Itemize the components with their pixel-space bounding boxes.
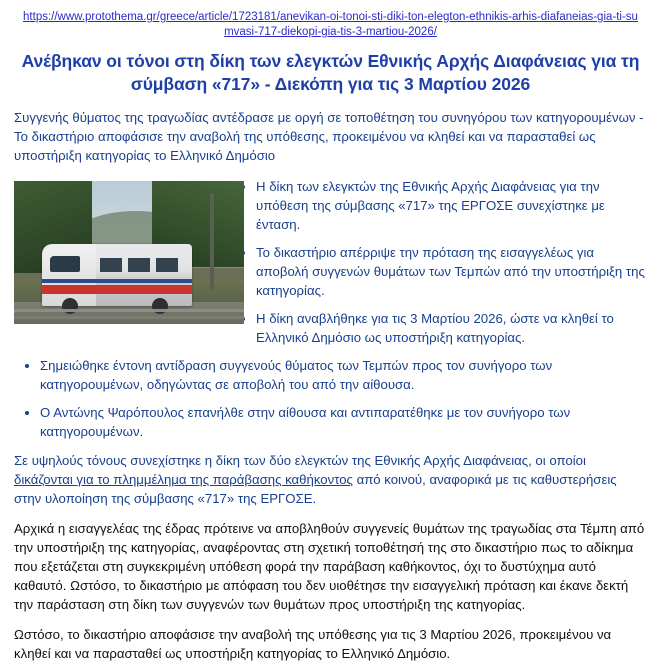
media-and-bullets <box>14 177 647 451</box>
image-train-red-stripe <box>42 285 192 294</box>
list-item: • Η δίκη των ελεγκτών της Εθνικής Αρχής Διαφάνειας για την υπόθεση της σύμβασης «717» της ΕΡΓΟΣΕ συνεχίστηκε με ένταση. <box>40 177 647 234</box>
image-rail <box>14 309 244 312</box>
list-item: • Σημειώθηκε έντονη αντίδραση συγγενούς θύματος των Τεμπών προς τον συνήγορο των κατηγορουμένων, οδηγώντας σε αποβολή του από την αίθουσα. <box>40 356 647 394</box>
source-url-link[interactable]: https://www.protothema.gr/greece/article/1723181/anevikan-oi-tonoi-sti-diki-ton-elegton-ethnikis-arhis-diafaneias-gia-ti-sumvasi-717-diekopi-gia-tis-3-martiou-2026/ <box>23 11 638 38</box>
body-paragraph: Αρχικά η εισαγγελέας της έδρας πρότεινε να αποβληθούν συγγενείς θυμάτων της τραγωδίας στα Τέμπη από την υποστήριξη της κατηγορίας, αναφέροντας στη σχετική τοποθέτησή της στο δικαστήριο πως το αδίκημα που εξετάζεται στη συγκεκριμένη υπόθεση φορά την παράβαση καθήκοντος, όχι το δυστύχημα αυτό καθαυτό. Ωστόσο, το δικαστήριο με απόφαση του δεν υιοθέτησε την εισαγγελική πρόταση και έκανε δεκτή την παράσταση στη δίκη των συγγενών των θυμάτων προς υποστήριξη της κατηγορίας. <box>14 521 645 612</box>
image-rail <box>14 316 244 319</box>
paragraph-text-before: Σε υψηλούς τόνους συνεχίστηκε η δίκη των δύο ελεγκτών της Εθνικής Αρχής Διαφάνειας, οι οποίοι <box>14 453 586 468</box>
list-item: • Το δικαστήριο απέρριψε την πρόταση της εισαγγελέως για αποβολή συγγενών θυμάτων των Τεμπών από την υποστήριξη της κατηγορίας. <box>40 243 647 300</box>
image-train-blue-stripe <box>42 279 192 283</box>
body-paragraph: Ωστόσο, το δικαστήριο αποφάσισε την αναβολή της υπόθεσης για τις 3 Μαρτίου 2026, προκειμένου να κληθεί και να παρασταθεί ως υποστήριξη κατηγορίας το Ελληνικό Δημόσιο. <box>14 627 612 661</box>
article-lede: Συγγενής θύματος της τραγωδίας αντέδρασε με οργή σε τοποθέτηση του συνηγόρου των κατηγορουμένων - Το δικαστήριο αποφάσισε την αναβολή της υπόθεσης, προκειμένου να κληθεί και να παρασταθεί ως υποστήριξη κατηγορίας το Ελληνικό Δημόσιο <box>14 110 644 163</box>
page-title: Ανέβηκαν οι τόνοι στη δίκη των ελεγκτών Εθνικής Αρχής Διαφάνειας για τη σύμβαση «717» - Διεκόπη για τις 3 Μαρτίου 2026 <box>21 51 640 94</box>
list-item: • Ο Αντώνης Ψαρόπουλος επανήλθε στην αίθουσα και αντιπαρατέθηκε με τον συνήγορο των κατηγορουμένων. <box>40 403 647 441</box>
image-train-windshield <box>50 256 80 272</box>
image-train-window <box>156 258 178 272</box>
charge-details-link[interactable]: δικάζονται για το πλημμέλημα της παράβασης καθήκοντος <box>14 472 353 487</box>
list-item: • Η δίκη αναβλήθηκε για τις 3 Μαρτίου 2026, ώστε να κληθεί το Ελληνικό Δημόσιο ως υποστήριξη κατηγορίας. <box>40 309 647 347</box>
image-train-window <box>100 258 122 272</box>
body-paragraph-with-link <box>14 451 647 508</box>
image-train-nose <box>42 244 96 306</box>
image-train-window <box>128 258 150 272</box>
article-image <box>14 181 244 324</box>
paragraph-text-after: από κοινού, αναφορικά με τις καθυστερήσεις στην υλοποίηση της σύμβασης «717» της ΕΡΓΟΣΕ. <box>14 472 617 506</box>
image-catenary-pole <box>210 193 214 289</box>
